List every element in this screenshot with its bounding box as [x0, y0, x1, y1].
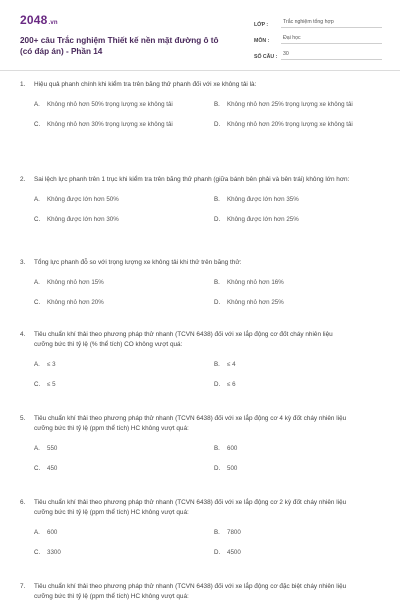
option-letter: A.	[34, 100, 40, 108]
question-item	[20, 175, 382, 258]
option-letter: C.	[34, 464, 41, 472]
answer-option[interactable]	[214, 276, 382, 288]
option-letter: B.	[214, 444, 220, 452]
option-letter: D.	[214, 120, 221, 128]
question-text	[20, 175, 382, 185]
question-text	[20, 582, 382, 600]
option-text: Không nhỏ hơn 15%	[47, 278, 104, 286]
option-text: 450	[47, 464, 58, 472]
question-body: Tổng lực phanh đỗ so với trọng lượng xe không tải khi thử trên băng thử:	[34, 259, 242, 266]
question-number: 7.	[20, 583, 26, 590]
logo-tld: .vn	[48, 20, 58, 26]
option-text: Không được lớn hơn 35%	[227, 195, 299, 203]
option-letter: C.	[34, 215, 41, 223]
question-number: 3.	[20, 259, 26, 266]
option-text: Không được lớn hơn 50%	[47, 195, 119, 203]
document-title: 200+ câu Trắc nghiệm Thiết kế nền mặt đường ô tô (có đáp án) - Phần 14	[20, 36, 219, 56]
answer-option[interactable]	[34, 526, 202, 538]
meta-row-count	[254, 48, 382, 60]
meta-row-class	[254, 16, 382, 28]
question-body: Tiêu chuẩn khí thải theo phương pháp thử nhanh (TCVN 6438) đối với xe lắp động cơ đốt cháy nhiên liệu cưỡng bức thì tỷ lệ (% thể tích) CO không vượt quá:	[34, 331, 333, 348]
answer-option[interactable]	[214, 193, 382, 205]
question-number: 5.	[20, 415, 26, 422]
meta-row-subject	[254, 32, 382, 44]
option-text: 4500	[227, 548, 241, 556]
meta-key: MÔN :	[254, 38, 270, 44]
answer-option[interactable]	[34, 193, 202, 205]
option-letter: A.	[34, 278, 40, 286]
answer-option[interactable]	[214, 118, 382, 130]
option-letter: B.	[214, 100, 220, 108]
question-item	[20, 258, 382, 330]
meta-key: SỐ CÂU :	[254, 54, 278, 60]
option-letter: C.	[34, 120, 41, 128]
meta-value: Đại học	[281, 35, 382, 44]
question-text	[20, 258, 382, 268]
option-letter: A.	[34, 195, 40, 203]
question-item	[20, 330, 382, 414]
option-letter: D.	[214, 548, 221, 556]
option-text: Không được lớn hơn 30%	[47, 215, 119, 223]
option-text: Không nhỏ hơn 20%	[47, 298, 104, 306]
option-letter: B.	[214, 360, 220, 368]
option-text: Không được lớn hơn 25%	[227, 215, 299, 223]
answer-option[interactable]	[34, 118, 202, 130]
question-body: Tiêu chuẩn khí thải theo phương pháp thử nhanh (TCVN 6438) đối với xe lắp động cơ 4 kỳ đốt cháy nhiên liệu cưỡng bức thì tỷ lệ (ppm thể tích) HC không vượt quá:	[34, 415, 347, 432]
option-text: ≤ 6	[227, 380, 236, 388]
option-letter: C.	[34, 298, 41, 306]
option-letter: D.	[214, 298, 221, 306]
option-text: ≤ 4	[227, 360, 236, 368]
option-text: 600	[47, 528, 58, 536]
answer-option[interactable]	[214, 358, 382, 370]
answer-option[interactable]	[34, 276, 202, 288]
answer-option[interactable]	[34, 546, 202, 558]
option-letter: B.	[214, 528, 220, 536]
option-letter: C.	[34, 548, 41, 556]
question-text	[20, 498, 382, 518]
answer-option[interactable]	[34, 442, 202, 454]
question-body: Tiêu chuẩn khí thải theo phương pháp thử nhanh (TCVN 6438) đối với xe lắp động cơ 2 kỳ đốt cháy nhiên liệu cưỡng bức thì tỷ lệ (ppm thể tích) HC không vượt quá:	[34, 499, 347, 516]
question-number: 2.	[20, 176, 26, 183]
answer-options	[20, 442, 382, 482]
option-text: 7800	[227, 528, 241, 536]
option-text: ≤ 3	[47, 360, 56, 368]
answer-option[interactable]	[34, 98, 202, 110]
answer-options	[20, 98, 382, 138]
question-number: 1.	[20, 81, 26, 88]
answer-option[interactable]	[214, 546, 382, 558]
option-text: ≤ 5	[47, 380, 56, 388]
answer-option[interactable]	[214, 378, 382, 390]
site-logo[interactable]	[20, 14, 235, 29]
question-text	[20, 414, 382, 434]
option-letter: B.	[214, 195, 220, 203]
logo-text: 2048	[20, 13, 48, 27]
answer-option[interactable]	[214, 98, 382, 110]
question-item	[20, 80, 382, 175]
answer-option[interactable]	[214, 526, 382, 538]
answer-options	[20, 526, 382, 566]
question-text	[20, 330, 382, 350]
option-text: 600	[227, 444, 238, 452]
answer-option[interactable]	[214, 213, 382, 225]
question-number: 4.	[20, 331, 26, 338]
option-text: Không nhỏ hơn 16%	[227, 278, 284, 286]
answer-option[interactable]	[34, 462, 202, 474]
option-letter: A.	[34, 360, 40, 368]
option-text: 550	[47, 444, 58, 452]
option-letter: D.	[214, 380, 221, 388]
option-text: Không nhỏ hơn 20% trọng lượng xe không tải	[227, 120, 353, 128]
option-text: 500	[227, 464, 238, 472]
question-list	[20, 80, 382, 600]
answer-options	[20, 358, 382, 398]
option-text: Không nhỏ hơn 25% trọng lượng xe không tải	[227, 100, 353, 108]
option-letter: C.	[34, 380, 41, 388]
option-letter: A.	[34, 444, 40, 452]
answer-option[interactable]	[214, 442, 382, 454]
question-text	[20, 80, 382, 90]
question-item	[20, 498, 382, 582]
answer-options	[20, 276, 382, 316]
answer-options	[20, 193, 382, 233]
question-body: Sai lệch lực phanh trên 1 trục khi kiểm tra trên băng thử phanh (giữa bánh bên phải và bên trái) không lớn hơn:	[34, 176, 350, 183]
answer-option[interactable]	[214, 296, 382, 308]
option-letter: D.	[214, 464, 221, 472]
answer-option[interactable]	[34, 358, 202, 370]
question-number: 6.	[20, 499, 26, 506]
option-text: Không nhỏ hơn 30% trọng lượng xe không tải	[47, 120, 173, 128]
question-body: Tiêu chuẩn khí thải theo phương pháp thử nhanh (TCVN 6438) đối với xe lắp động cơ đặc biệt cháy nhiên liệu cưỡng bức thì tỷ lệ (ppm thể tích) HC không vượt quá:	[34, 583, 347, 600]
option-letter: B.	[214, 278, 220, 286]
answer-option[interactable]	[34, 378, 202, 390]
answer-option[interactable]	[34, 296, 202, 308]
meta-value: Trắc nghiệm tổng hợp	[281, 19, 382, 28]
question-body: Hiệu quả phanh chính khi kiểm tra trên băng thử phanh đối với xe không tải là:	[34, 81, 257, 88]
question-item	[20, 414, 382, 498]
meta-value: 30	[281, 51, 382, 60]
option-letter: A.	[34, 528, 40, 536]
header-divider	[0, 70, 400, 71]
answer-option[interactable]	[214, 462, 382, 474]
answer-option[interactable]	[34, 213, 202, 225]
option-text: Không nhỏ hơn 25%	[227, 298, 284, 306]
option-text: Không nhỏ hơn 50% trọng lượng xe không tải	[47, 100, 173, 108]
option-letter: D.	[214, 215, 221, 223]
meta-key: LỚP :	[254, 22, 269, 28]
option-text: 3300	[47, 548, 61, 556]
question-item	[20, 582, 382, 600]
